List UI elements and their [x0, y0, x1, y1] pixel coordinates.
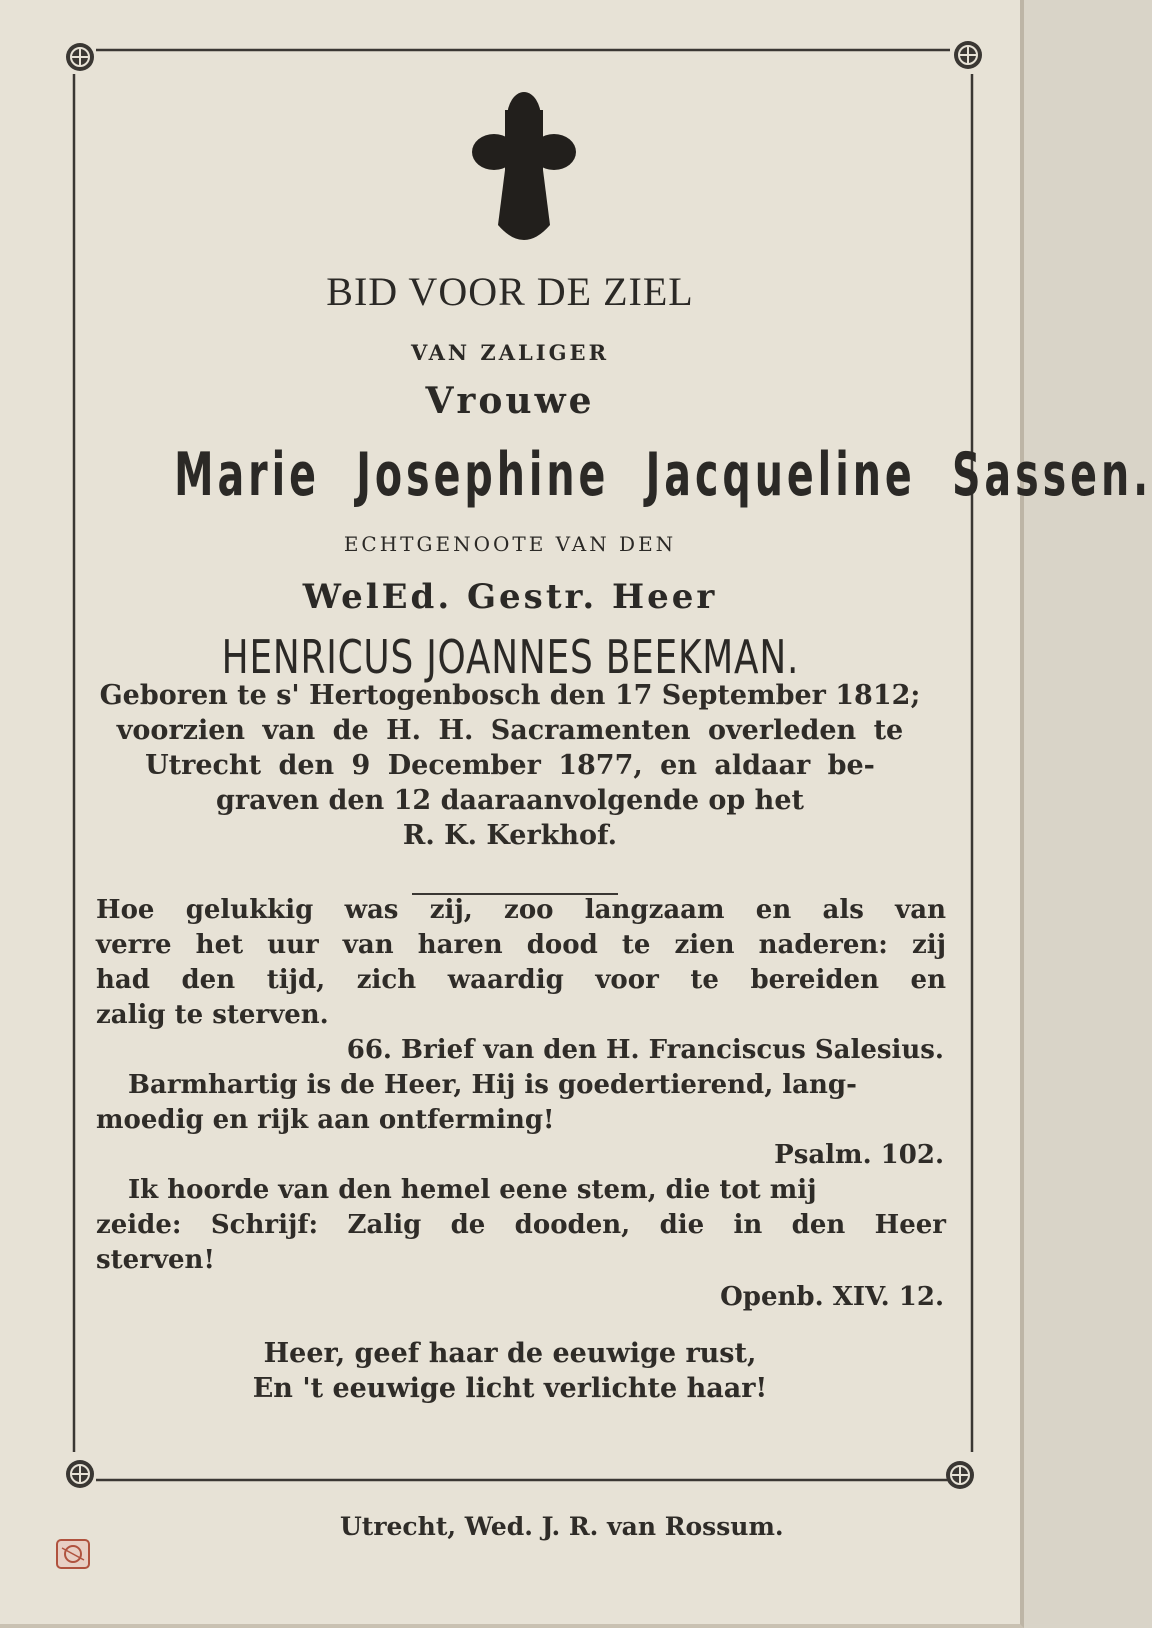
bio-line: Geboren te s' Hertogenbosch den 17 September 1812;	[99, 680, 921, 711]
prayer-line: Heer, geef haar de eeuwige rust,	[263, 1338, 757, 1369]
bio-line: graven den 12 daaraanvolgende op het	[216, 785, 804, 816]
quote-line: verre het uur van haren dood te zien naderen: zij	[96, 930, 946, 960]
heading: BID VOOR DE ZIEL	[326, 269, 694, 314]
quote-line: Ik hoorde van den hemel eene stem, die tot mij	[128, 1175, 817, 1205]
spouse-intro: ECHTGENOOTE VAN DEN	[343, 532, 677, 556]
quote-line: zalig te sterven.	[96, 1000, 329, 1030]
corner-ornament-icon	[66, 43, 94, 71]
bio-line: R. K. Kerkhof.	[402, 820, 618, 851]
quote-line: Barmhartig is de Heer, Hij is goedertierend, lang-	[128, 1070, 857, 1100]
prayer-line: En 't eeuwige licht verlichte haar!	[252, 1373, 768, 1404]
deceased-name: Marie Josephine Jacqueline Sassen.	[174, 440, 1152, 510]
quote-line: Hoe gelukkig was zij, zoo langzaam en als van	[96, 895, 946, 925]
corner-ornament-icon	[66, 1460, 94, 1488]
quote-line: moedig en rijk aan ontferming!	[96, 1105, 555, 1135]
spouse-title: WelEd. Gestr. Heer	[302, 577, 718, 617]
corner-ornament-icon	[954, 41, 982, 69]
spouse-name: HENRICUS JOANNES BEEKMAN.	[221, 630, 800, 684]
quote-source: Openb. XIV. 12.	[720, 1282, 944, 1312]
quote-source: Psalm. 102.	[774, 1140, 944, 1170]
cross-icon	[472, 92, 576, 240]
corner-ornament-icon	[946, 1461, 974, 1489]
bio-line: voorzien van de H. H. Sacramenten overleden te	[116, 715, 904, 746]
quote-line: sterven!	[96, 1245, 215, 1275]
quote-source: 66. Brief van den H. Franciscus Salesius.	[346, 1035, 944, 1065]
subheading: VAN ZALIGER	[410, 340, 610, 365]
printer-imprint: Utrecht, Wed. J. R. van Rossum.	[340, 1512, 784, 1541]
bio-line: Utrecht den 9 December 1877, en aldaar be-	[145, 750, 875, 781]
quote-line: had den tijd, zich waardig voor te bereiden en	[96, 965, 946, 995]
quote-line: zeide: Schrijf: Zalig de dooden, die in den Heer	[96, 1210, 946, 1240]
title-word: Vrouwe	[425, 380, 595, 422]
coat-of-arms-stamp-icon	[57, 1540, 89, 1568]
